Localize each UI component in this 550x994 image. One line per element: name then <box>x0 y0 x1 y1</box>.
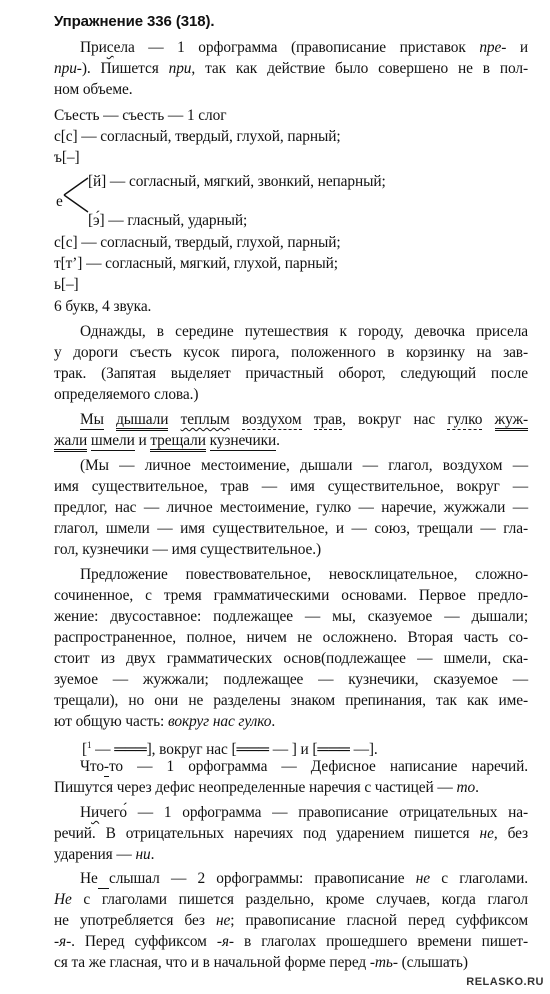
p2-line1: Однажды, в середине путешествия к городу, девочка присела <box>80 323 528 340</box>
phon-line8: ь[–] <box>54 276 79 293</box>
p2-line3: трак. (Запятая выделяет причастный оборот, следующий после <box>54 365 528 382</box>
p3-line3: предлог, нас — личное местоимение, гулко — наречие, жужжали — <box>54 499 528 516</box>
p6-line3: ударения — ни. <box>54 846 155 863</box>
fork-bracket-icon <box>56 168 90 218</box>
sentence-line2: жали шмели и трещали кузнечики. <box>54 431 280 451</box>
phon-line2: с[с] — согласный, твердый, глухой, парный; <box>54 128 341 145</box>
p7-line5: ся та же гласная, что и в начальной форме перед -ть- (слышать) <box>54 954 468 971</box>
p3-line1: (Мы — личное местоимение, дышали — глагол, воздухом — <box>80 457 528 474</box>
p5-line1: Что-то — 1 орфограмма — Дефисное написание наречий. <box>80 758 528 775</box>
p6-line2: речий. В отрицательных наречиях под ударением пишется не, без <box>54 825 529 842</box>
p6-line1: Ничего́ — 1 орфограмма — правописание отрицательных на- <box>80 804 528 821</box>
phon-line5: [э́] — гласный, ударный; <box>88 212 248 229</box>
phon-line4: [й] — согласный, мягкий, звонкий, непарный; <box>88 173 386 190</box>
p5-line2: Пишутся через дефис неопределенные наречия с частицей — то. <box>54 779 479 796</box>
p4-line3: жение: двусоставное: подлежащее — мы, сказуемое — дышали; <box>54 608 528 625</box>
p7-line3: не употребляется без не; правописание гласной перед суффиксом <box>54 912 528 929</box>
exercise-title: Упражнение 336 (318). <box>54 13 215 30</box>
phon-line6: с[с] — согласный, твердый, глухой, парный; <box>54 234 341 251</box>
p3-line5: гол, кузнечики — имя существительное.) <box>54 541 322 558</box>
p4-line4: распространенное, полное, ничем не осложнено. Вторая часть со- <box>54 629 528 646</box>
p2-line2: у дороги съесть кусок пирога, положенного в корзинку на зав- <box>54 344 528 361</box>
p7-line1: Не слышал — 2 орфограммы: правописание не с глаголами. <box>80 870 528 887</box>
phon-line7: т[т’] — согласный, мягкий, глухой, парный; <box>54 255 338 272</box>
p1-line1: Присела — 1 орфограмма (правописание приставок пре- и <box>80 39 528 56</box>
p4-line2: сочиненное, с тремя грамматическими основами. Первое предло- <box>54 587 528 604</box>
phon-line9: 6 букв, 4 звука. <box>54 298 152 315</box>
p3-line4: глагол, шмели — имя существительное, и — союз, трещали — гла- <box>54 520 528 537</box>
p7-line2: Не с глаголами пишется раздельно, кроме случаев, когда глагол <box>54 891 528 908</box>
p4-line6: зуемое — жужжали; подлежащее — кузнечики, сказуемое — <box>54 671 528 688</box>
sentence-scheme: [$^1$ — ═══], вокруг нас [═══ — ] и [═══ —]. <box>82 740 378 759</box>
p4-line1: Предложение повествовательное, невосклицательное, сложно- <box>80 566 528 583</box>
watermark: RELASKO.RU <box>466 976 544 988</box>
p7-line4: -я-. Перед суффиксом -я- в глаголах прошедшего времени пишет- <box>54 933 528 950</box>
phon-letter-e: е <box>56 193 63 210</box>
p4-line5: стоит из двух грамматических основ(подлежащее — шмели, ска- <box>54 650 528 667</box>
p4-line8: ют общую часть: вокруг нас гулко. <box>54 713 276 730</box>
p2-line4: определяемого слова.) <box>54 386 199 403</box>
phon-line3: ъ[–] <box>54 149 80 166</box>
sentence-line1: Мы дышали теплым воздухом трав, вокруг нас гулко жуж- <box>54 410 528 430</box>
p3-line2: имя существительное, трав — имя существительное, вокруг — <box>54 478 528 495</box>
p4-line7: трещали), но они не разделены знаком препинания, так как име- <box>54 692 528 709</box>
p1-line3: ном объеме. <box>54 81 133 98</box>
p1-line2: при-). Пишется при, так как действие было совершено не в пол- <box>54 60 528 77</box>
phon-line1: Съесть — съесть — 1 слог <box>54 107 227 124</box>
